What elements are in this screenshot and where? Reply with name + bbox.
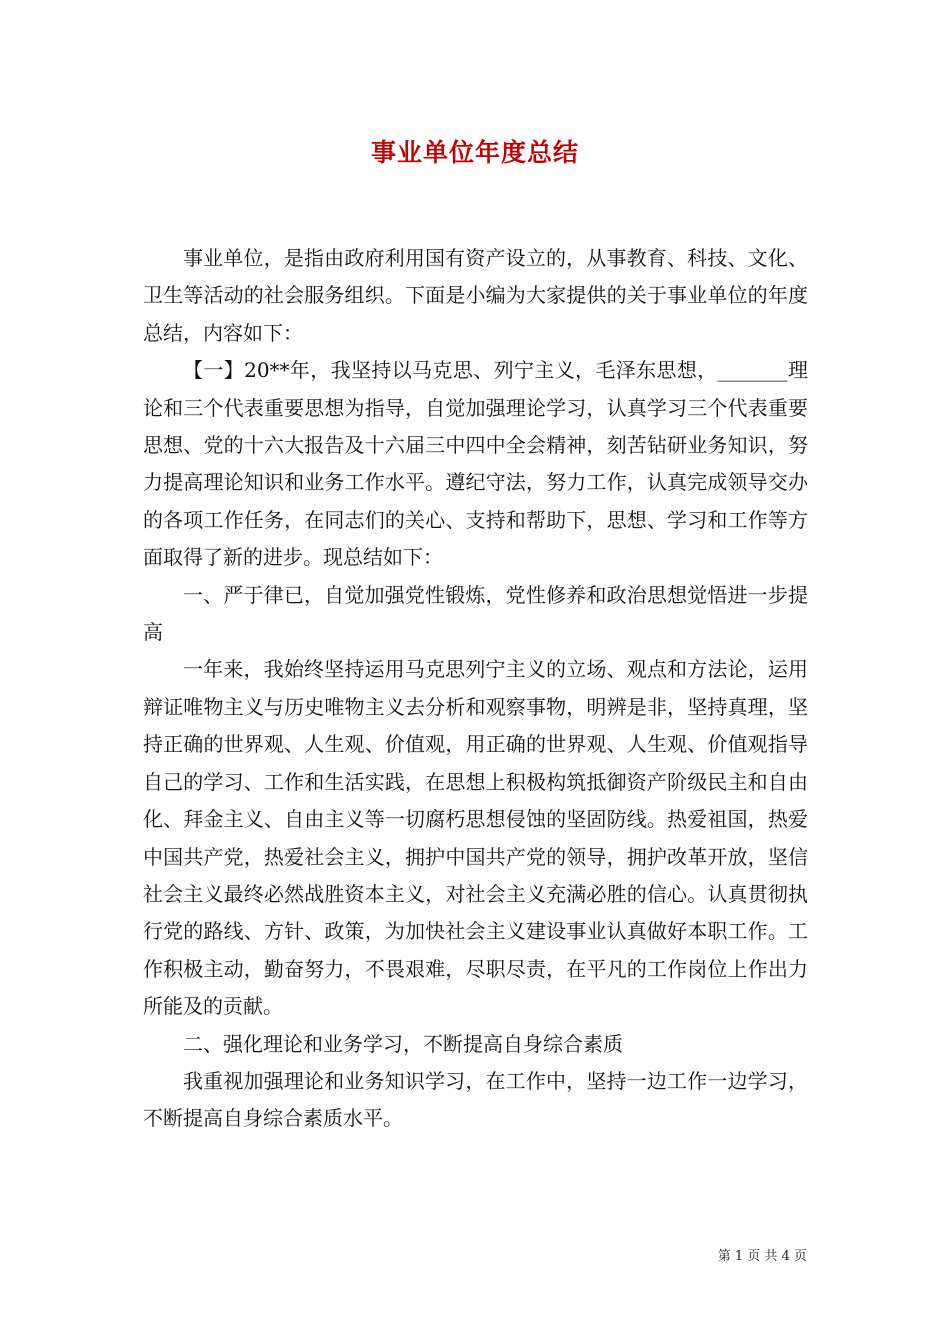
paragraph-point-one-body: 一年来，我始终坚持运用马克思列宁主义的立场、观点和方法论，运用辩证唯物主义与历史唯物主义去分析和观察事物，明辨是非，坚持真理，坚持正确的世界观、人生观、价值观，用正确的世界观、人生观、价值观指导自己的学习、工作和生活实践，在思想上积极构筑抵御资产阶级民主和自由化、拜金主义、自由主义等一切腐朽思想侵蚀的坚固防线。热爱祖国，热爱中国共产党，热爱社会主义，拥护中国共产党的领导，拥护改革开放，坚信社会主义最终必然战胜资本主义，对社会主义充满必胜的信心。认真贯彻执行党的路线、方针、政策，为加快社会主义建设事业认真做好本职工作。工作积极主动，勤奋努力，不畏艰难，尽职尽责，在平凡的工作岗位上作出力所能及的贡献。	[143, 657, 808, 1019]
heading-point-two: 二、强化理论和业务学习，不断提高自身综合素质	[183, 1031, 623, 1056]
page-number-indicator: 第 1 页 共 4 页	[717, 1249, 807, 1264]
paragraph-point-two-body: 我重视加强理论和业务知识学习，在工作中，坚持一边工作一边学习，不断提高自身综合素质水平。	[143, 1068, 808, 1131]
document-body	[143, 240, 808, 1138]
paragraph-section-one: 【一】20**年，我坚持以马克思、列宁主义，毛泽东思想，_______理论和三个代表重要思想为指导，自觉加强理论学习，认真学习三个代表重要思想、党的十六大报告及十六届三中四中全会精神，刻苦钻研业务知识，努力提高理论知识和业务工作水平。遵纪守法，努力工作，认真完成领导交办的各项工作任务，在同志们的关心、支持和帮助下，思想、学习和工作等方面取得了新的进步。现总结如下：	[143, 358, 808, 570]
paragraph-intro: 事业单位，是指由政府利用国有资产设立的，从事教育、科技、文化、卫生等活动的社会服务组织。下面是小编为大家提供的关于事业单位的年度总结，内容如下：	[143, 246, 808, 345]
heading-point-one: 一、严于律已，自觉加强党性锻炼，党性修养和政治思想觉悟进一步提高	[143, 582, 808, 645]
document-title: 事业单位年度总结	[370, 138, 579, 167]
